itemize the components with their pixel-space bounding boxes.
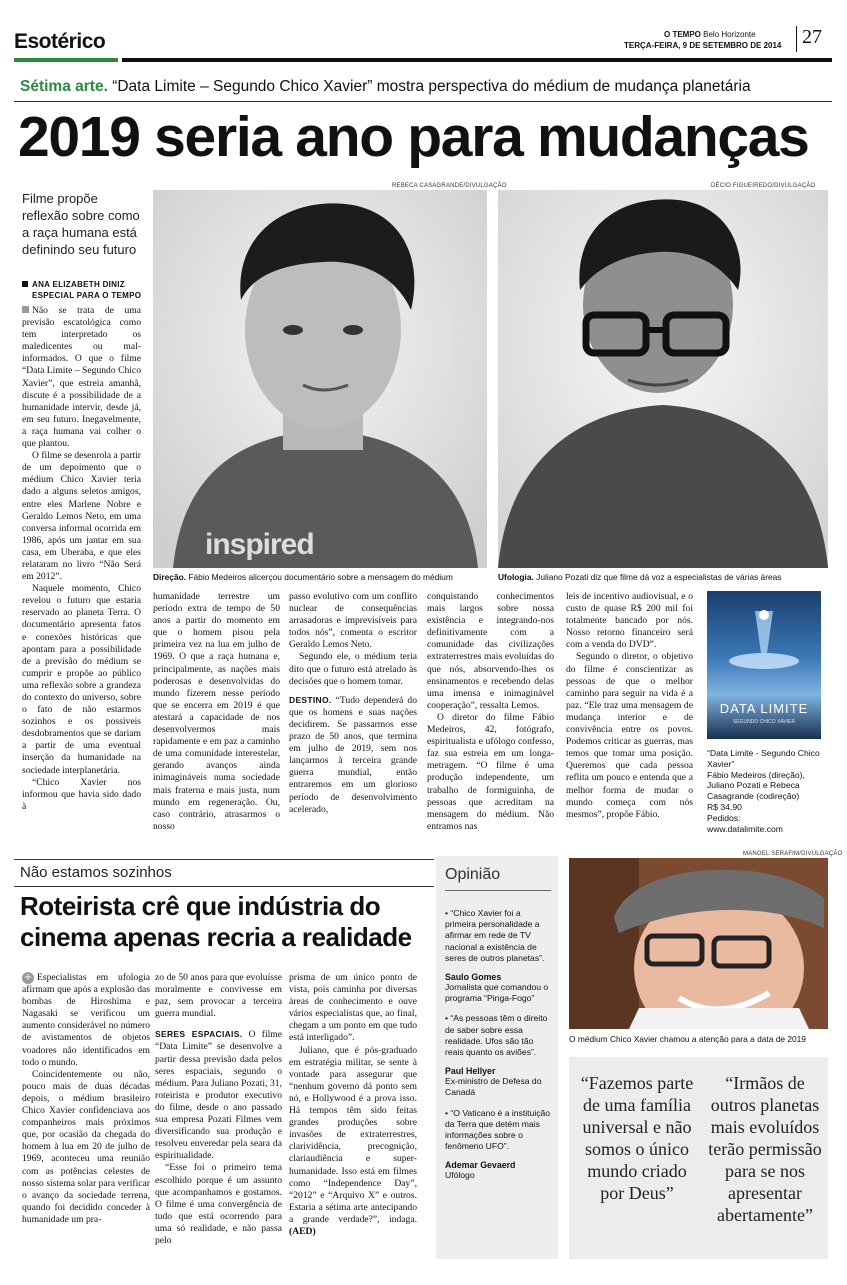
opinion-role-2: Ex-ministro de Defesa do Canadá [445,1076,542,1098]
col5-p1: leis de incentivo audiovisual, e o custo de quase R$ 200 mil foi totalmente bancado por nós. Nosso retorno financeiro será com a venda do DVD”. [566,591,693,651]
photo-credit-2: DÉCIO FIGUEIREDO/DIVULGAÇÃO [711,183,816,189]
photo-chico [569,858,828,1029]
col1-p2: O filme se desenrola a partir de um depoimento que o médium Chico Xavier teria dado a alguns seletos amigos, entre eles Marlene Nobre e Geraldo Lemos Neto, em uma conversa informal ocorrida em 1986, após um jantar em sua casa, em Uberaba, e que eles relataram no livro “Não Será em 2012”. [22,450,141,583]
second-col3 [289,972,417,1238]
byline [22,280,150,300]
article-col1 [22,305,141,813]
dvd-cover-art [707,591,821,701]
shirt-print: inspired [205,528,314,561]
opinion-name-1: Saulo Gomes [445,972,502,983]
header-divider [796,26,797,52]
director-portrait [153,190,487,568]
byline-name: ANA ELIZABETH DINIZ [32,280,125,289]
headline: 2019 seria ano para mudanças [18,105,809,169]
second-col2-p3: “Esse foi o primeiro tema escolhido porque é um assunto que acompanhamos e gostamos. O filme é uma convergência de tudo que está ocorrendo para uma só realidade, e não passa pelo [155,1162,282,1246]
caption-ufologist-label: Ufologia. [498,572,534,582]
second-col1-p2: Coincidentemente ou não, pouco mais de duas décadas depois, o médium brasileiro Chico Xavier confidenciava aos companheiros mais próximos que, por ocasião da chegada do homem à lua em 20 de julho de 1969, aconteceu uma reunião com as potências celestes de nosso sistema solar para verificar o avanço da sociedade terrena, quando foi decidido conceder à humanidade um pra- [22,1068,150,1225]
caption-director-text: Fábio Medeiros alicerçou documentário sobre a mensagem do médium [188,572,453,582]
page-number: 27 [802,26,822,48]
opinion-role-3: Ufólogo [445,1170,475,1181]
opinion-title: Opinião [445,866,501,883]
quote-bullet-3: • [445,1107,451,1118]
second-col1 [22,972,150,1226]
quote-bullet-1: • [445,908,451,918]
caption-ufologist [498,572,828,583]
second-col2-p2: O filme “Data Limite” se desenvolve a partir dessa previsão dada pelos seres espaciais, segundo o médium. Para Juliano Pozati, 31, roteirista e produtor executivo do filme, desde o ano passado sua empresa Pozati Filmes vem diversificando sua produção e resolveu enveredar pela seara da espiritualidade. [155,1029,282,1162]
second-col3-p2: Juliano, que é pós-graduado em estratégia militar, se sente à vontade para assegurar que “nenhum governo dá ponto sem nó, e Hollywood é a prova isso. Há tempos têm sido feitas grandes produções sobre invasões de extraterrestres, clarividência, precognição, clariaudiência e super-humanidade. Isso está em filmes como “Independence Day”, “2012” e “Arquivo X” e outros. Estaria a sétima arte antecipando a grande verdade?”, indaga. [289,1044,417,1225]
article-col5 [566,591,693,821]
col5-p2: Segundo o diretor, o objetivo do filme é conscientizar as pessoas de que o melhor caminho para seguir na vida é a paz. “Ele traz uma mensagem de mudança interior e de convivência entre os povos. Podemos criticar as guerras, mas temos que tomar uma posição. Queremos que cada pessoa reflita um pouco e entenda que a melhor forma de mudar o mundo começa com nós mesmos”, propõe Fábio. [566,651,693,820]
col3-p2: Segundo ele, o médium teria dito que o futuro está atrelado às decisões que o homem tomar. [289,651,417,687]
lead-square [22,306,29,313]
dvd-title: “Data Limite - Segundo Chico Xavier” [707,748,820,769]
second-col3-p1: prisma de um único ponto de vista, pois caminha por diversas áreas de conhecimento e ouve vários especialistas que, ao final, chegam a um ponto em que tudo está interligado”. [289,972,417,1044]
section-underline [14,58,118,62]
second-headline: Roteirista crê que indústria do cinema apenas recria a realidade [20,891,412,952]
photo-ufologist [498,190,828,568]
opinion-list [445,908,553,1191]
dvd-orders: Pedidos: [707,812,741,823]
second-col2 [155,972,282,1247]
second-kicker: Não estamos sozinhos [20,864,172,881]
quote-bullet-2: • [445,1013,451,1024]
chico-portrait [569,858,828,1029]
destino-lead: DESTINO. [289,694,332,705]
kicker [20,78,832,96]
col1-p3: Naquele momento, Chico revelou o futuro que estaria reservado ao planeta Terra. O documentário apresenta fatos e conexões históricas que apontam para a possibilidade de a previsão do médium se cumprir e propõe ao público uma reflexão sobre a grandeza do contexto do universo, sobre o fato de não estarmos sozinhos e os possíveis desdobramentos que se dariam a partir de uma eventual inserção da humanidade na sociedade interplanetária. [22,583,141,776]
caption-director-label: Direção. [153,572,187,582]
col4-p2: O diretor do filme Fábio Medeiros, 42, fotógrafo, espiritualista e ufólogo confesso, faz sua estreia em um longa-metragem. “O filme é uma produção independente, um trabalho de formiguinha, de pessoas que acreditam na mensagem do médium. Não entramos nas [427,711,554,832]
second-kicker-rule [14,886,434,887]
kicker-text: “Data Limite – Segundo Chico Xavier” mostra perspectiva do médium de mudança planetária [112,78,751,95]
opinion-quote-3: “O Vaticano é a instituição da Terra que detém mais informações sobre o fenômeno UFO”. [445,1107,551,1152]
dvd-info [707,748,829,834]
caption-ufologist-text: Juliano Pozati diz que filme dá voz a especialistas de várias áreas [536,572,782,582]
col3-p3: “Tudo dependerá do que os homens e suas nações decidirem. Se passarmos esse prazo de 50 anos, que termina em julho de 2019, sem nos lançarmos à terceira grande guerra mundial, então entraremos em um glorioso período de desenvolvimento acelerado, [289,694,417,815]
paper-city: Belo Horizonte [703,30,756,39]
col1-p4: “Chico Xavier nos informou que havia sido dado à [22,776,141,812]
col4-p1: conquistando conhecimentos mais largos sobre nossa existência e integrando-nos definitivamente com a comunidade das civilizações extraterrestres mais evoluídas do que nós, absorvendo-lhes os ensinamentos e recebendo delas uma imensa e inimaginável cooperação”, ressalta Lemos. [427,591,554,711]
issue-date: TERÇA-FEIRA, 9 DE SETEMBRO DE 2014 [624,41,782,50]
byline-role: ESPECIAL PARA O TEMPO [32,291,142,300]
dvd-price: R$ 34,90 [707,801,742,812]
kicker-rule [14,101,832,102]
opinion-quote-1: “Chico Xavier foi a primeira personalidade a afirmar em rede de TV nacional a existência de seres de outros planetas”. [445,908,545,963]
pullquote-1: “Fazemos parte de uma família universal e não somos o único mundo criado por Deus” [580,1073,694,1203]
kicker-label: Sétima arte. [20,78,108,95]
seres-lead: SERES ESPACIAIS. [155,1029,243,1040]
photo-director [153,190,487,568]
opinion-role-1: Jornalista que comandou o programa “Pinga-Fogo” [445,982,549,1004]
photo-credit-3: MANOEL SERAFIM/DIVULGAÇÃO [743,851,843,857]
ufologist-portrait [498,190,828,568]
second-col1-p1: Especialistas em ufologia afirmam que após a explosão das bombas de Hiroshima e Nagasaki se verificou um aumento considerável no número de avistamentos de objetos voadores não identificados em todo o mundo. [22,972,150,1068]
second-col2-p1: zo de 50 anos para que evoluísse moralmente e convivesse em paz, sem provocar a terceira guerra mundial. [155,972,282,1020]
opinion-name-3: Ademar Gevaerd [445,1160,516,1171]
paper-name [664,30,756,39]
dvd-cover-sub: SEGUNDO CHICO XAVIER [732,719,796,725]
article-col3 [289,591,417,816]
standfirst: Filme propõe reflexão sobre como a raça humana está definindo seu futuro [22,191,140,257]
byline-square [22,281,28,287]
dvd-credits: Fábio Medeiros (direção), Juliano Pozati e Rebeca Casagrande (codireção) [707,769,805,802]
photo-credit-1: REBECA CASAGRANDE/DIVULGAÇÃO [392,183,507,189]
paper-title: O TEMPO [664,30,701,39]
second-rule [14,859,434,860]
signature: (AED) [289,1225,316,1237]
opinion-title-rule [445,890,551,891]
article-col2 [153,591,280,833]
pullquote-2: “Irmãos de outros planetas mais evoluídos terão permissão para se nos apresentar abertamente” [708,1073,822,1225]
header-rule [122,58,832,62]
opinion-quote-2: “As pessoas têm o direito de saber sobre essa realidade. Ufos são tão reais quanto os aviões”. [445,1013,548,1058]
plus-icon: + [23,972,33,983]
caption-director [153,572,487,583]
col1-p1: Não se trata de uma previsão escatológica como tem interpretado os maledicentes ou mal-informados. O que o filme “Data Limite – Segundo Chico Xavier”, que estreia amanhã, discute é a possibilidade de a humanidade intervir, desde já, em seu futuro. Inegavelmente, a raça humana vai colher o que plantou. [22,305,141,450]
caption-chico: O médium Chico Xavier chamou a atenção para a data de 2019 [569,1034,806,1044]
dvd-site[interactable]: www.datalimite.com [707,823,783,834]
dvd-cover-title: DATA LIMITE [719,701,809,716]
dvd-cover [707,591,821,739]
opinion-name-2: Paul Hellyer [445,1066,496,1077]
col3-p1: passo evolutivo com um conflito nuclear de consequências arrasadoras e imprevisíveis para todos nós”, comenta o escritor Geraldo Lemos Neto. [289,591,417,651]
col2-p1: humanidade terrestre um período extra de tempo de 50 anos a partir do momento em que o homem pisou pela primeira vez na lua em julho de 1969. O que a raça humana e, principalmente, as nações mais poderosas e desenvolvidas do mundo fizerem nesse período que se encerra em 2019 é que atestará a capacidade de nos desenvolvermos mais rapidamente e em paz a caminho de uma comunidade interestelar, gerando avanços ainda inimagináveis numa sociedade mais fraterna e mais justa, num mundo em regeneração. Ou, caso contrário, atrasarmos o nosso [153,591,280,832]
section-title: Esotérico [14,30,106,53]
article-col4 [427,591,554,833]
